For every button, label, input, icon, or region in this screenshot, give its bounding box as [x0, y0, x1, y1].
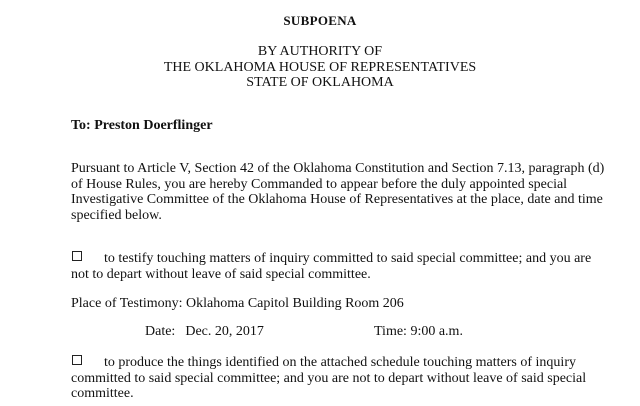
- intro-line: Investigative Committee of the Oklahoma House of Representatives at the place, date and time: [71, 192, 603, 207]
- time-label: Time:: [374, 324, 407, 339]
- produce-text: to produce the things identified on the attached schedule touching matters of inquiry: [104, 355, 576, 370]
- testify-text: to testify touching matters of inquiry committed to said special committee; and you are: [104, 251, 592, 266]
- authority-line: THE OKLAHOMA HOUSE OF REPRESENTATIVES: [163, 59, 477, 75]
- produce-line: committed to said special committee; and you are not to depart without leave of said special: [71, 370, 587, 386]
- date-field: [145, 324, 264, 340]
- testify-line: not to depart without leave of said special committee.: [71, 266, 371, 282]
- produce-line: [71, 355, 576, 371]
- authority-line: BY AUTHORITY OF: [257, 44, 383, 59]
- testify-option: [71, 251, 592, 282]
- intro-line: specified below.: [71, 207, 162, 223]
- place-of-testimony: Place of Testimony: Oklahoma Capitol Building Room 206: [71, 296, 404, 311]
- time-value: 9:00 a.m.: [410, 324, 463, 339]
- authority-line: STATE OF OKLAHOMA: [246, 75, 394, 90]
- authority-block: [0, 44, 640, 91]
- testify-line: [71, 251, 592, 267]
- testify-checkbox[interactable]: [72, 251, 82, 261]
- intro-paragraph: [71, 161, 605, 223]
- intro-line: of House Rules, you are hereby Commanded to appear before the duly appointed special: [71, 176, 568, 192]
- produce-checkbox[interactable]: [72, 355, 82, 365]
- intro-line: Pursuant to Article V, Section 42 of the Oklahoma Constitution and Section 7.13, paragraph (d): [71, 161, 605, 176]
- date-label: Date:: [145, 324, 176, 339]
- time-field: [374, 324, 463, 340]
- produce-line: committee.: [71, 386, 134, 401]
- subpoena-title: SUBPOENA: [283, 13, 357, 28]
- produce-option: [71, 355, 587, 402]
- recipient-line: To: Preston Doerflinger: [71, 118, 213, 133]
- date-value: Dec. 20, 2017: [185, 324, 264, 339]
